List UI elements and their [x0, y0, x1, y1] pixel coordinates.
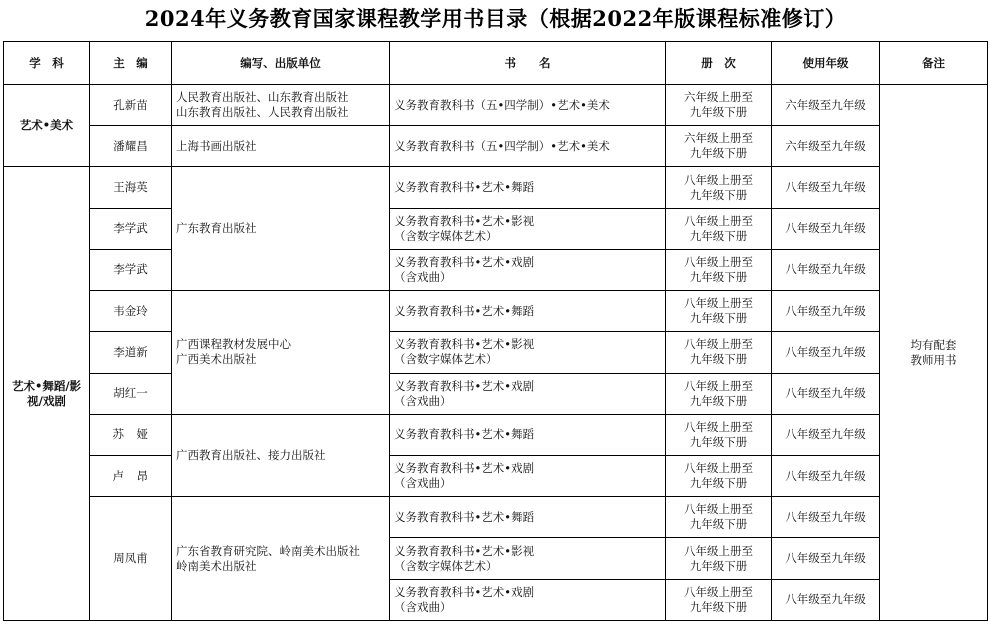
catalog-table — [3, 41, 988, 621]
book-cell: 义务教育教科书•艺术•戏剧 （含戏曲） — [390, 579, 666, 620]
grade-cell: 八年级至九年级 — [772, 249, 880, 290]
editor-cell: 胡红一 — [90, 373, 172, 414]
publisher-cell: 广东教育出版社 — [172, 167, 390, 291]
volume-cell: 八年级上册至 九年级下册 — [666, 373, 772, 414]
book-cell: 义务教育教科书•艺术•舞蹈 — [390, 291, 666, 332]
grade-cell: 八年级至九年级 — [772, 167, 880, 208]
volume-cell: 八年级上册至 九年级下册 — [666, 249, 772, 290]
grade-cell: 八年级至九年级 — [772, 414, 880, 455]
volume-cell: 八年级上册至 九年级下册 — [666, 497, 772, 538]
subject-cell: 艺术•舞蹈/影 视/戏剧 — [4, 167, 90, 621]
volume-cell: 八年级上册至 九年级下册 — [666, 208, 772, 249]
header-volume: 册 次 — [666, 42, 772, 85]
volume-cell: 八年级上册至 九年级下册 — [666, 291, 772, 332]
subject-cell: 艺术•美术 — [4, 85, 90, 167]
editor-cell: 韦金玲 — [90, 291, 172, 332]
volume-cell: 八年级上册至 九年级下册 — [666, 332, 772, 373]
publisher-cell: 上海书画出版社 — [172, 126, 390, 167]
header-book: 书 名 — [390, 42, 666, 85]
page-title: 2024年义务教育国家课程教学用书目录（根据2022年版课程标准修订） — [144, 6, 847, 31]
grade-cell: 六年级至九年级 — [772, 126, 880, 167]
book-cell: 义务教育教科书•艺术•戏剧 （含戏曲） — [390, 249, 666, 290]
table-row — [4, 126, 988, 167]
table-row — [4, 497, 988, 538]
book-cell: 义务教育教科书•艺术•戏剧 （含戏曲） — [390, 373, 666, 414]
table-row — [4, 373, 988, 414]
volume-cell: 八年级上册至 九年级下册 — [666, 538, 772, 579]
note-cell: 均有配套 教师用书 — [880, 85, 988, 621]
table-row — [4, 85, 988, 126]
editor-cell: 李道新 — [90, 332, 172, 373]
table-row — [4, 332, 988, 373]
book-cell: 义务教育教科书•艺术•舞蹈 — [390, 414, 666, 455]
book-cell: 义务教育教科书•艺术•影视 （含数字媒体艺术） — [390, 332, 666, 373]
volume-cell: 六年级上册至 九年级下册 — [666, 85, 772, 126]
grade-cell: 六年级至九年级 — [772, 85, 880, 126]
table-row — [4, 208, 988, 249]
publisher-cell: 广西课程教材发展中心 广西美术出版社 — [172, 291, 390, 415]
header-row — [4, 42, 988, 85]
publisher-cell: 广西教育出版社、接力出版社 — [172, 414, 390, 496]
editor-cell: 周凤甫 — [90, 497, 172, 621]
grade-cell: 八年级至九年级 — [772, 291, 880, 332]
editor-cell: 孔新苗 — [90, 85, 172, 126]
grade-cell: 八年级至九年级 — [772, 579, 880, 620]
table-row — [4, 291, 988, 332]
grade-cell: 八年级至九年级 — [772, 497, 880, 538]
header-publisher: 编写、出版单位 — [172, 42, 390, 85]
book-cell: 义务教育教科书•艺术•舞蹈 — [390, 497, 666, 538]
book-cell: 义务教育教科书•艺术•舞蹈 — [390, 167, 666, 208]
book-cell: 义务教育教科书•艺术•影视 （含数字媒体艺术） — [390, 208, 666, 249]
book-cell: 义务教育教科书•艺术•影视 （含数字媒体艺术） — [390, 538, 666, 579]
header-editor: 主 编 — [90, 42, 172, 85]
publisher-cell: 人民教育出版社、山东教育出版社 山东教育出版社、人民教育出版社 — [172, 85, 390, 126]
grade-cell: 八年级至九年级 — [772, 332, 880, 373]
volume-cell: 八年级上册至 九年级下册 — [666, 579, 772, 620]
grade-cell: 八年级至九年级 — [772, 455, 880, 496]
editor-cell: 卢 昂 — [90, 455, 172, 496]
editor-cell: 李学武 — [90, 249, 172, 290]
editor-cell: 苏 娅 — [90, 414, 172, 455]
grade-cell: 八年级至九年级 — [772, 208, 880, 249]
editor-cell: 潘耀昌 — [90, 126, 172, 167]
editor-cell: 李学武 — [90, 208, 172, 249]
header-subject: 学 科 — [4, 42, 90, 85]
table-row — [4, 249, 988, 290]
volume-cell: 八年级上册至 九年级下册 — [666, 414, 772, 455]
book-cell: 义务教育教科书（五•四学制）•艺术•美术 — [390, 85, 666, 126]
header-grade: 使用年级 — [772, 42, 880, 85]
header-note: 备注 — [880, 42, 988, 85]
editor-cell: 王海英 — [90, 167, 172, 208]
table-row — [4, 167, 988, 208]
grade-cell: 八年级至九年级 — [772, 373, 880, 414]
book-cell: 义务教育教科书•艺术•戏剧 （含戏曲） — [390, 455, 666, 496]
volume-cell: 六年级上册至 九年级下册 — [666, 126, 772, 167]
grade-cell: 八年级至九年级 — [772, 538, 880, 579]
volume-cell: 八年级上册至 九年级下册 — [666, 455, 772, 496]
table-row — [4, 414, 988, 455]
publisher-cell: 广东省教育研究院、岭南美术出版社 岭南美术出版社 — [172, 497, 390, 621]
book-cell: 义务教育教科书（五•四学制）•艺术•美术 — [390, 126, 666, 167]
volume-cell: 八年级上册至 九年级下册 — [666, 167, 772, 208]
table-row — [4, 455, 988, 496]
